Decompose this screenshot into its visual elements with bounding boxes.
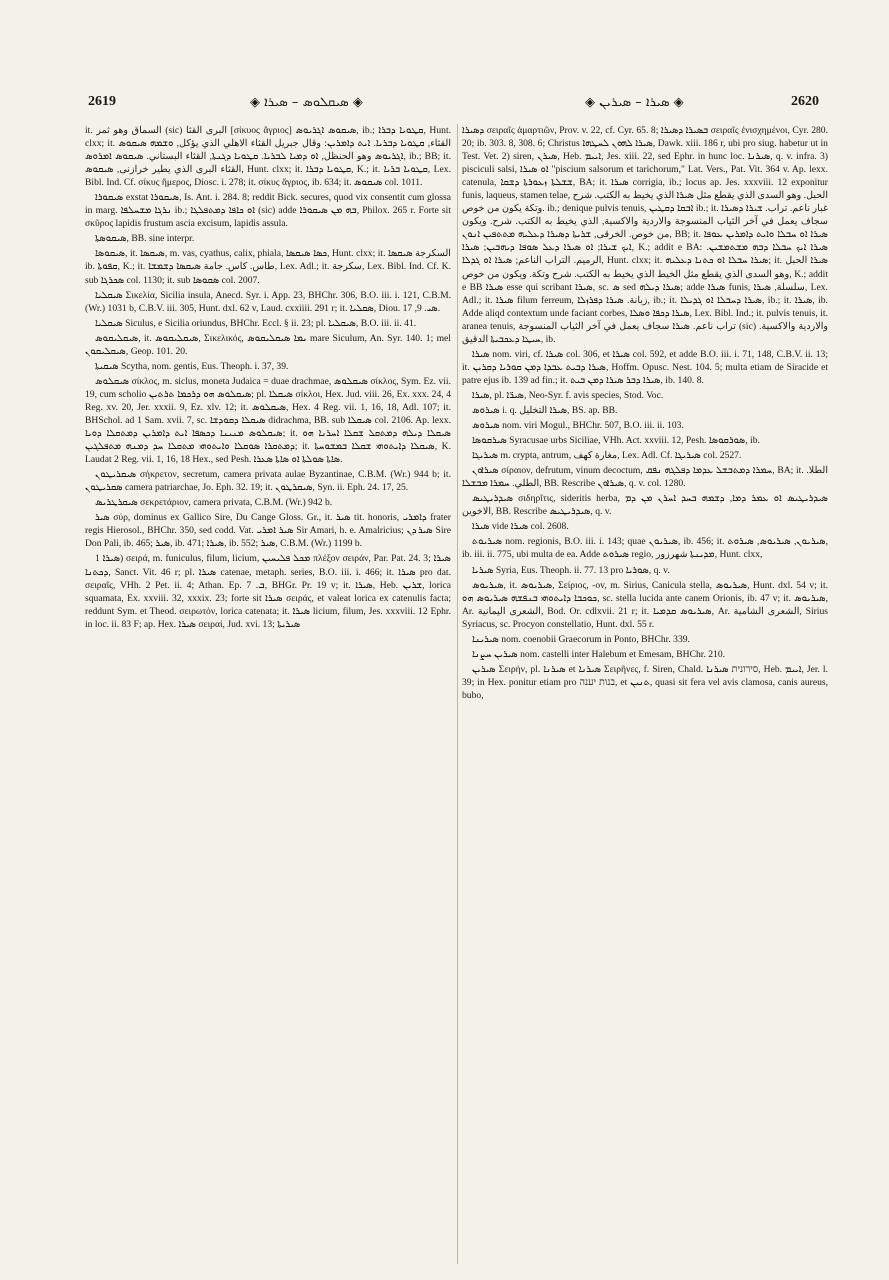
- dictionary-entry: ܣܝܪܝܘܣ, it. ܣܝܪܝܘܣ, Σείριος, -ov, m. Sirius, Canicula stella, ܣܝܪܝܘܣ, Hunt. dxl. 54 v; it. ܟܘܟܒܐ ܕܐܝܬܘܗܝ ܒܢܦܫܗ ܣܝܪܝܘܣ ܗܘ, sc. stella lucida ante canem Orionis, ib. 47 v; it. ܣܝܪܝܘܣ, Ar. الشعرى اليمانية, Bod. Or. cdlxvii. 21 r; it. ܣܝܪܝܘܣ ܩܕܡܝܐ, Ar. الشعرى الشامية, Sirius Syriacus, sc. Procyon constellatio, Hunt. dxl. 55 r.: [462, 579, 828, 630]
- dictionary-entry: ܣܝܪܝܢܐ nom. coenobii Graecorum in Ponto, BHChr. 339.: [472, 633, 690, 645]
- dictionary-entry: ܣܝܕܪܝܛܝܣ σιδηρῖτις, sideritis herba, ܣܝܕܪܝܛܝܣ ܐܘ ܥܡܪ ܕܡܐ, ܕܫܡܗ ܒܚܕ ܐܚܪܢ ܡܢ ܕܡ الاخوين, BB. Rescribe ܣܝܕܪܝܛܝܣ, q. v.: [462, 493, 828, 518]
- dictionary-entry: ܣܝܪܘܣ i. q. ܣܝܪܐ التخليل, BS. ap. BB.: [472, 404, 618, 416]
- dictionary-entry: ܕܣܝܪܐ σειραῖς ἁμαρτιῶν, Prov. v. 22, cf. Cyr. 65. 8; ܒܣܝܪܐ ܕܣܝܪܐ σειραῖς ἐνισχημένοι, Cyr. 280. 20; ib. 303. 8, 308. 6; Christus ܣܝܪܐ ܠܗܘܢ ܠܚܛܗܐ, Dawk. xiii. 186 r, ubi pro siug. habetur ut in Test. Vet. 2) siren, ܣܝܪܢ, Heb. ܐܝܝܡ, Jes. xiii. 22, sed Ephr. in hunc loc. ܣܝܪܢܐ, q. v. infra. 3) pisciculi salsi, ܐܘ ܣܝܪܐ "piscium salsorum et tarichorum," Lat. Vers., Pat. Vit. 364 v. Ap. lexx. catenula, ܫܫܠܬܐ ܙܥܘܪܬܐ ܕܫܩܐ, BA; it. ܣܝܪܐ corrigia, ib.; locus ap. Jes. xxxviii. 12 exponitur funis, laqueus, stamen telae, الحبل. وهو السدى الذي يقطع مثل ܣܝܪܐ الذي يخيط به الكتب. شرح وتكة يكون من خوص. ib.; denique pulvis tenuis, ܐܒܩܐ ܕܩܛܝܢ ib.; it. غبار ناعم. تراب. ܫܝܪܐ ܕܣܝܪܐ سجاف يعمل في آخر الثياب المنسوجة والاردية والاكسية, الذي يخيط به الكتب. شرح. ويكون من خوص. الخرقى, ܫܪܝܬܐ ܕܣܝܪܐ ܕܥܠܝܗ ܡܬܬܦܝܢ ܐܢܘܢ, BB; it. ܣܝܪܐ ܐܘ ܚܒܠܐ ܘܐܝܬ ܕܐܡܪܝܢ ܥܘܦܐ ܐܝܟ ܫܝܪܐ; ܐܘ ܣܝܪܐ ܕܥܠ ܣܘܦܐ ܕܝܗܒܝܢ; ܣܝܪܐ, K.; addit e BA: ܣܝܪܐ ܐܝܟ ܚܒܠܐ ܕܒܗ ܡܫܬܡܫܝܢ. الرميم. التراب الناعم; ܣܝܪܐ ܐܘ ܓܕܠܐ, Hunt. clxx; it. ܣܝܪܐ ܚܒܠܐ ܐܘ ܟܬܢܐ ܕܥܠܝܗ; it. ܣܝܪܐ الحبل وهو السدى الذي يقطع مثل الخيط الذي يخيط به الكتب. شرح وتكة. ويكون من خوص, K.; addit e BB ܣܝܪܐ esse qui scribant ܣܝܪܐ, sc. ܣ sed ܣܝܪܐ ܕܝܠܗ; adde ܣܝܪܐ funis, سلسلة, ܣܝܪܐ, Lex. Adl.; it. ܣܝܪܐ filum ferreum, زبانة. ܣܝܪܐ ܕܦܪܙܠܐ, ib.; it. ܣܝܪܐ ܕܚܒܠܐ ܐܘ ܓܕܝܠܐ, ib.; it. ܣܝܪܐ, ib. Adde aliqd contextum unde faciant corbes, ܣܝܪܐ ܕܟܦܐ ܘܣܠܐ, Lex. Bibl. Ind.; it. pulvis tenuis, it. aranea tenuis, تراب ناعم. ܣܝܪܐ سجاف يعمل في آخر الثياب المنسوجة (sic) والاردية والاكسية. ܚܝܛܐ ܕܥܟܒܝܬܐ الدقيق, ib.: [462, 125, 828, 345]
- dictionary-entry: ܣܝܪܘܣ nom. viri Mogul., BHChr. 507, B.O. iii. ii. 103.: [472, 420, 684, 432]
- column-divider: [457, 124, 458, 1264]
- right-column: [462, 124, 828, 1264]
- dictionary-entry: ܣܝܪܐ nom. viri, cf. ܣܝܪܐ col. 306, et ܣܝܪܐ col. 592, et adde B.O. iii. i. 71, 148, C.B.V. ii. 13; it. ܣܝܪܐ ܕܒܝܬ ܥܒܕܐ ܕܡܢ ܩܘܪܝܐ ܕܩܪܝܢ, Hoffm. Opusc. Nest. 104. 5; multa etiam de Siracide et patre ejus ib. 139 ad fin.; it. ܣܝܪܐ ܕܒܪ ܣܝܪܐ ܕܡܢ ܒܝܬ, ib. 140. 8.: [462, 348, 828, 386]
- left-running-head: ◈ ܣܝܩܠܘܣ – ܣܝܪܐ ◈: [250, 95, 363, 110]
- dictionary-entry: ܣܝܩܠܝܐ Σικελία, Sicilia insula, Anecd. Syr. i. App. 23, BHChr. 306, B.O. iii. i. 121, C.B.M. (Wr.) 1031 b, C.B.V. iii. 305, Hunt. dxl. 62 v, Laud. cxxiiii. 291 r; it. ܣܩܠܝܐ, Diou. ܣܝ. 9, 17.: [85, 289, 451, 314]
- dictionary-entry: ܣܝܪܐܘܢ σίραιον, defrutum, vinum decoctum, ܚܡܪܐ ܕܡܬܒܫܠ ܥܕܡܐ ܕܦܠܓܗ ܢܦܩ, BA; it. الطلا. الطلي. ܚܡܪܐ ܡܒܫܠܐ, BB. Rescribe ܣܝܪܐܘܢ, q. v. col. 1280.: [462, 465, 828, 490]
- dictionary-entry: it. السماق وهو ثمر (sic) البرى القثا [σίκυος ἄγριος] ܣܝܩܘܣ ܐܓܪܝܘܣ, ib.; ܩܛܘܝܐ ܕܒܪܐ, Hunt. clxx; it. القثاء, ܩܛܘܝܐ ܕܒܪܝܐ. ܐܝܬ ܕܐܡܪܝܢ: وقال جبريل القثاء الاهلي الذي يؤكل, ܘܫܡܗ ܣܝܩܘܣ ܐܓܪܝܘܣ وهو الحنظل, ܐܘ ܕܡܝܐ ܠܒܪܝܐ. ܩܛܘܝܐ ܕܓܢܬܐ, القثاء البستاني. ܣܝܩܘܣ ܐܡܪܘܣ, ib.; BB; it. القثاء البرى الذي يطير خرازنى, ܣܝܩܘܣ, Hunt. clxx; it. ܩܛܘܝܐ ܕܒܪܐ, K.; it. ܩܛܘܝܐ ܒܪܝܐ, Lex. Bibl. Ind. Cf. σίκυς ἥμερος, Diosc. i. 278; it. σίκυς ἄγριος, ib. 634; it. ܣܝܩܘܣ col. 1011.: [85, 125, 451, 189]
- right-page-number: 2620: [791, 94, 819, 109]
- dictionary-entry: ܣܝܩܠܝܩܘܣ, it. ܣܝܩܠܝܩܘܣ, Σικελικός, ܝܡܐ ܣܝܩܠܝܩܘܣ mare Siculum, An. Syr. 140. 1; mel ܣܝܩܠܝܩܘܢ, Geop. 101. 20.: [85, 332, 451, 357]
- dictionary-entry: ܣܝܪܝܢ ܚܨܢܐ nom. castelli inter Halebum et Emesam, BHChr. 210.: [472, 648, 726, 660]
- dictionary-entry: ܣܝܩܘܣܐ, it. ܣܝܩܣܐ, m. vas, cyathus, calix, phiala, ܟܣܐ ܣܝܩܣܐ, Hunt. clxx; it. السكرجة ܣܝܩܣܐ ib. ܩܦܘܬܐ, K.; it. طاس. كاس. جامة ܣܝܩܣܐ ܕܫܡܫܐ, Lex. Adl.; it. سكرجة, Lex. Bibl. Ind. Cf. K. sub ܣܟܪܓܐ col. 1130; it. sub ܣܩܘܣܐ col. 2007.: [85, 248, 451, 286]
- dictionary-entry: ܣܝܪܝܐ Syria, Eus. Theoph. ii. 77. 13 pro ܣܘܪܝܐ, q. v.: [472, 564, 670, 576]
- dictionary-entry: ܣܝܪܝܓܐ m. crypta, antrum, مغارة كهف, Lex. Adl. Cf. ܣܝܪܝܓܐ col. 2527.: [472, 450, 742, 462]
- dictionary-entry: ܣܝܪܐ vide ܣܝܪܐ col. 2608.: [472, 521, 569, 533]
- dictionary-entry: ܣܝܩܠܝܐ Siculus, e Sicilia oriundus, BHChr. Eccl. § ii. 23; pl. ܣܝܩܠܝܐ, B.O. iii. ii. 41.: [95, 317, 417, 329]
- dictionary-entry: ܣܝܩܘܣܬܐ, BB. sine interpr.: [95, 233, 195, 245]
- right-running-head: ◈ ܣܝܪܐ – ܣܝܪܝܢ ◈: [585, 95, 684, 110]
- page-header: [80, 94, 827, 116]
- dictionary-entry: ܣܝܪ σύρ, dominus ex Gallico Sire, Du Cange Gloss. Gr., it. ܣܝܪ tit. honoris, ܕܐܡܪܝ frater regis Hierosol., BHChr. 350, sed codd. Vat. ܣܝܪ ܐܡܪܝ Sir Amari, h. e. Amalricius; ܣܝܪ ܕܢ Sire Don Pali, ib. 465; ܣܝܪ, ib. 471; ܣܝܪܐ, ib. 552; ܣܝܪ, C.B.M. (Wr.) 1199 b.: [85, 512, 451, 550]
- dictionary-entry: ܣܝܪܐ 1) σειρά, m. funiculus, filum, licium, ܡܟܠ ܦܠܝܚܝܢ πλέξον σειράν, Par. Pat. 24. 3; ܣܝܪܐ ܕܟܬܢܐ, Sanct. Vit. 46 r; pl. ܣܝܪܐ catenae, metaph. series, B.O. iii. i. 466; it. ܣܝܪܐ pro dat. σειραῖς, VHh. 2 Pet. ii. 4; Athan. Ep. ܒ. 7, BHGr. Pr. 19 v; it. ܣܝܪܐ, Heb. ܫܪܝܢ, lorica squamata, Ex. xxviii. 32, xxxix. 23; forte sit ܣܝܪܐ σειράς, et valeat lorica ex catenulis facta; reddunt Sym. et Theod. σειρωτόν, lorica catenata; it. ܣܝܪܐ licium, filum, Jes. xxxviii. 12 Ephr. in loc. ii. 83 F; ap. Hex. ܣܝܪܐ σειραί, Jud. xvi. 13; ܣܝܪܝܬܐ: [85, 553, 451, 630]
- dictionary-entry: ܣܝܪܐ, pl. ܣܝܪ̈ܐ, Neo-Syr. f. avis species, Stod. Voc.: [472, 389, 664, 401]
- dictionary-entry: ܣܝܪܝܘܬ nom. regionis, B.O. iii. i. 143; quae ܣܝܪܝܘܢ, ib. 456; it. ܣܝܪܝܘܢ, ܣܝܪܝܘܣ, ܣܝܪܘܬ, ib. iii. ii. 775, ubi multa de ea. Adde ܣܝܪܘܬ regio, ܡܕܝܢܬܐ شهرزور, Hunt. clxx,: [462, 536, 828, 561]
- dictionary-entry: ܣܝܩܪܛܪܝܣ σεκρετάριον, camera privata, C.B.M. (Wr.) 942 b.: [95, 497, 333, 509]
- dictionary-entry: ܣܝܩܪܝܛܘܢ σήκρετον, secretum, camera privata aulae Byzantinae, C.B.M. (Wr.) 944 b; it. ܣܩܪܝܛܘܢ camera patriarchae, Jo. Eph. 32. 19; it. ܣܝܩܪܛܘܢ, Syn. ii. Eph. 24. 17, 25.: [85, 469, 451, 494]
- dictionary-entry: ܣܝܩܠܘܣ σίκλος, m. siclus, moneta Judaica = duae drachmae, ܣܝܩܠܘܣ σίκλος, Sym. Ez. vii. 19, cum scholio ܣܝܩܠܘܣ ܗܘ ܕܪܟܡܐ ܬܪܬܝܢ; pl. ܣܝܩܠܐ σίκλοι, Hex. Jud. viii. 26, Ex. xxx. 24, 4 Reg. xv. 20, Jer. xxxii. 9, Ez. xlv. 12; it. ܣܝܩܠܘܣ, Hex. 4 Reg. vii. 1, 16, 18, Adl. 107; it. BHSchol. ad 1 Sam. xvii. 7, sc. ܣܝܩܠܐ ܕܩܘܕܫܐ didrachma, BB. sub ܣܝܩܠܐ col. 2106. Ap. lexx. ܣܝܩܠܘܣ ܡܢܝܢܐ ܕܟܣܦܐ ܐܝܬ ܕܐܡܪܝܢ ܕܡܬܩܠܐ ܕܘܝܐ; it. ܣܝܩܠܐ ܕܝܠܗ ܕܡܬܩܠ ܫܩܠܐ ܐܚܪܢܐ ܗܘ ܕܡܬܩܪܐ ܣܘܩܠܐ ܘܐܝܬܘܗܝ ܡܬܩܠܐ ܚܕ ܕܡܢܗ ܡܬܦܠܓܝܢ; it. ܣܝܩܠܐ ܕܐܝܬܘܗܝ ܫܩܠܐ ܒܡܫܘܚܬܐ, K. Laudat 2 Reg. vii. 1, 16, 18 Hex., sed Pesh. ܣܐܬܐ ܣܘܠܬܐ ܐܘ ܣܐܬܐ ܣܥܪܐ.: [85, 375, 451, 466]
- dictionary-entry: ܣܝܪܩܘܣܐ Syracusae urbs Siciliae, VHh. Act. xxviii. 12, Pesh. ܣܘܪܩܘܣܐ, ib.: [472, 435, 760, 447]
- dictionary-entry: ܣܝܩܝܬܐ Scytha, nom. gentis, Eus. Theoph. i. 37, 39.: [95, 360, 289, 372]
- dictionary-entry: ܣܝܩܘܪܐ exstat ܣܝܩܘܪܐ, Is. Ant. i. 284. 8; reddit Bick. secures, quod vix consentit cum glossa in marg. ܢܪܓܐ ܡܫܚܠܦܐ ib.; ܐܘ ܟܐܦܐ ܕܡܬܦܠܓܐ (sic) adde ܒܗ ܡܢ ܣܝܩܘܪܐ, Philox. 265 r. Forte sit σκῦρος lapidis frustum ascia excisum, lapidis assula.: [85, 192, 451, 230]
- left-column: [85, 124, 451, 1264]
- dictionary-entry: ܣܝܪܝܢ Σειρήν, pl. ܣܝܪܢܐ et ܣܝܪܢܐ Σειρῆνες, f. Siren, Chald. סירונית ܣܝܪܢܐ, Heb. ܐܝܝܡ, Jer. l. 39; in Hex. ponitur etiam pro בנות יענה, et ܬܢܝܢ, quasi sit fera vel avis clamosa, canis aureus, bubo,: [462, 663, 828, 701]
- left-page-number: 2619: [88, 94, 116, 109]
